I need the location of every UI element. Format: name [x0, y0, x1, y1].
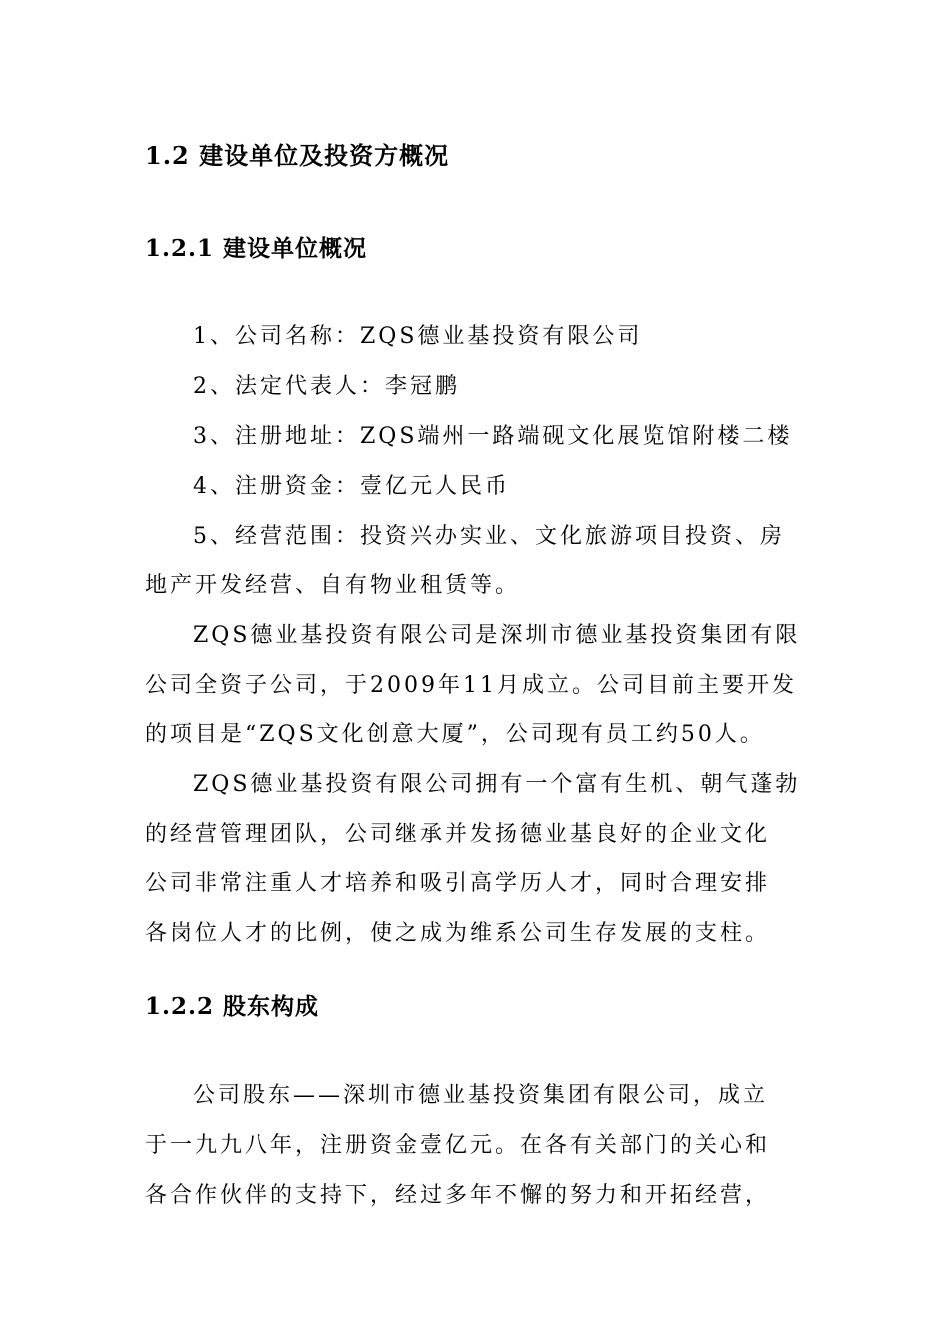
list-item-business-scope-line2: 地产开发经营、自有物业租赁等。 [145, 573, 521, 598]
list-item-registered-address: 3、注册地址：ZQS端州一路端砚文化展览馆附楼二楼 [193, 424, 793, 449]
paragraph-line: 公司非常注重人才培养和吸引高学历人才，同时合理安排 [145, 871, 771, 896]
paragraph-line: 于一九九八年，注册资金壹亿元。在各有关部门的关心和 [145, 1133, 771, 1158]
list-item-business-scope-line1: 5、经营范围：投资兴办实业、文化旅游项目投资、房 [193, 524, 785, 549]
paragraph-line: 的项目是“ZQS文化创意大厦”，公司现有员工约50人。 [145, 722, 765, 747]
list-item-registered-capital: 4、注册资金：壹亿元人民币 [193, 474, 510, 499]
paragraph-line: 各合作伙伴的支持下，经过多年不懈的努力和开拓经营， [145, 1183, 771, 1208]
subsection-heading-shareholders: 1.2.2 股东构成 [145, 993, 320, 1020]
list-item-company-name: 1、公司名称：ZQS德业基投资有限公司 [193, 324, 643, 349]
paragraph-line: ZQS德业基投资有限公司拥有一个富有生机、朝气蓬勃 [193, 772, 801, 797]
paragraph-line: 公司全资子公司，于2009年11月成立。公司目前主要开发 [145, 673, 797, 698]
subsection-heading-company-overview: 1.2.1 建设单位概况 [145, 235, 368, 262]
paragraph-line: 的经营管理团队，公司继承并发扬德业基良好的企业文化 [145, 822, 771, 847]
paragraph-line: 各岗位人才的比例，使之成为维系公司生存发展的支柱。 [145, 921, 771, 946]
list-item-legal-representative: 2、法定代表人：李冠鹏 [193, 374, 460, 399]
section-heading: 1.2 建设单位及投资方概况 [145, 141, 450, 170]
paragraph-line: 公司股东——深圳市德业基投资集团有限公司，成立 [193, 1083, 769, 1108]
paragraph-line: ZQS德业基投资有限公司是深圳市德业基投资集团有限 [193, 623, 801, 648]
